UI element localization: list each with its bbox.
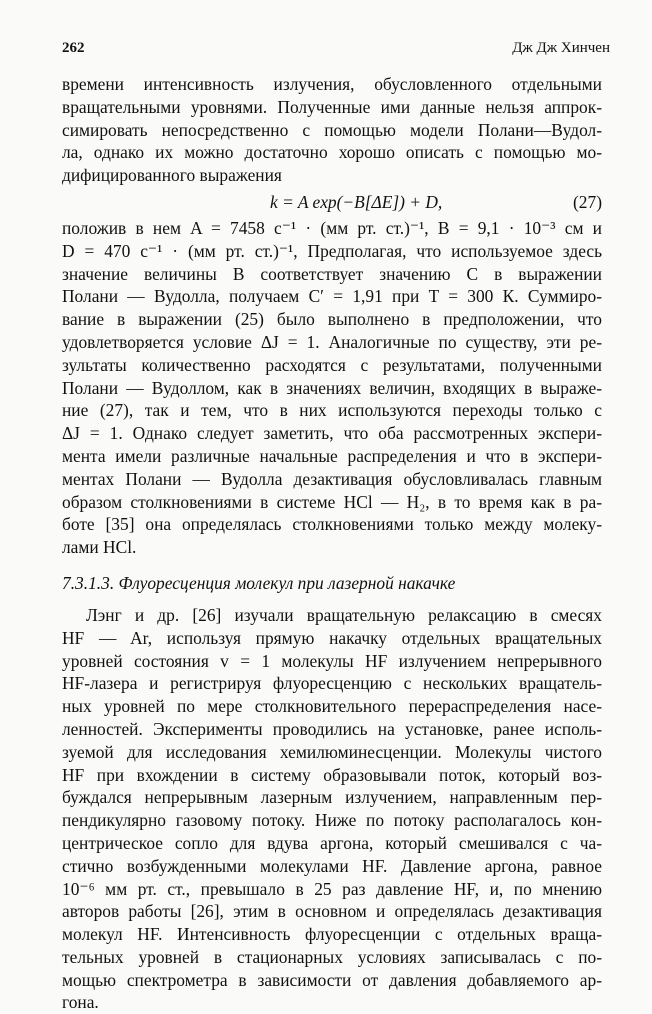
text-line: HF-лазера и регистрируя флуоресценцию с нескольких вращатель- — [62, 673, 602, 694]
equation-formula: k = A exp(−B[ΔE]) + D, — [270, 191, 443, 212]
text-line: 10⁻⁶ мм рт. ст., превышало в 25 раз давление HF, и, по мнению — [62, 878, 602, 899]
text-line: ние (27), так и тем, что в них используются переходы только с — [62, 400, 602, 421]
text-line: молекул HF. Интенсивность флуоресценции с отдельных враща- — [62, 924, 602, 945]
text-line: Лэнг и др. [26] изучали вращательную релаксацию в смесях — [86, 604, 602, 625]
text-line: авторов работы [26], этим в основном и определялась дезактивация — [62, 901, 602, 922]
text-line: D = 470 с⁻¹ · (мм рт. ст.)⁻¹, Предполагая, что используемое здесь — [62, 240, 602, 261]
paragraph-3 — [62, 604, 602, 1014]
text-line: симировать непосредственно с помощью модели Полани—Вудол- — [62, 119, 602, 140]
section-title: 7.3.1.3. Флуоресценция молекул при лазерной накачке — [62, 572, 456, 593]
text-line: удовлетворяется условие ΔJ = 1. Аналогичные по существу, эти ре- — [62, 331, 602, 352]
paragraph-1 — [62, 73, 602, 187]
text-line: пендикулярно газовому потоку. Ниже по потоку располагалось кон- — [62, 810, 602, 831]
text-line: образом столкновениями в системе HCl — H₂, в то время как в ра- — [62, 491, 602, 512]
running-head: Дж Дж Хинчен — [512, 40, 610, 56]
text-line: гона. — [62, 992, 99, 1013]
text-line: времени интенсивность излучения, обусловленного отдельными — [62, 74, 602, 94]
text-line: вание в выражении (25) было выполнено в предположении, что — [62, 309, 602, 330]
paragraph-2 — [62, 217, 602, 559]
text-line: центрическое сопло для вдува аргона, который смешивался с ча- — [62, 832, 602, 853]
text-line: буждался непрерывным лазерным излучением, направленным пер- — [62, 787, 602, 808]
text-line: ленностей. Эксперименты проводились на установке, ранее исполь- — [62, 718, 602, 739]
text-line: дифицированного выражения — [62, 165, 282, 186]
text-line: значение величины B соответствует значению C в выражении — [62, 263, 602, 284]
text-line: ных уровней по мере столкновительного перераспределения насе- — [62, 696, 602, 717]
equation-number: (27) — [573, 191, 602, 212]
page-body — [62, 73, 602, 1014]
text-line: положив в нем A = 7458 с⁻¹ · (мм рт. ст.)⁻¹, B = 9,1 · 10⁻³ см и — [62, 217, 602, 238]
page-number: 262 — [62, 40, 85, 56]
text-line: ΔJ = 1. Однако следует заметить, что оба рассмотренных экспери- — [62, 423, 602, 444]
equation-27 — [62, 187, 602, 217]
text-line: тельных уровней в стационарных условиях записывалась с по- — [62, 946, 602, 967]
text-line: лами HCl. — [62, 537, 137, 558]
text-line: Полани — Вудоллом, как в значениях величин, входящих в выраже- — [62, 377, 602, 398]
text-line: мощью спектрометра в зависимости от давления добавляемого ар- — [62, 969, 602, 990]
text-line: ментах Полани — Вудолла дезактивация обусловливалась главным — [62, 468, 602, 489]
text-line: ла, однако их можно достаточно хорошо описать с помощью мо- — [62, 142, 602, 163]
text-line: вращательными уровнями. Полученные ими данные нельзя аппрок- — [62, 96, 602, 117]
text-line: зультаты количественно расходятся с результатами, полученными — [62, 354, 602, 375]
text-line: Полани — Вудолла, получаем C′ = 1,91 при T = 300 К. Суммиро- — [62, 286, 602, 307]
text-line: HF — Ar, используя прямую накачку отдельных вращательных — [62, 627, 602, 648]
text-line: уровней состояния v = 1 молекулы HF излучением непрерывного — [62, 650, 602, 671]
text-line: HF при вхождении в систему образовывали поток, который воз- — [62, 764, 602, 785]
text-line: мента имели различные начальные распределения и что в экспери- — [62, 445, 602, 466]
text-line: стично возбужденными молекулами HF. Давление аргона, равное — [62, 855, 602, 876]
text-line: боте [35] она определялась столкновениями только между молеку- — [62, 514, 602, 535]
text-line: зуемой для исследования хемилюминесценции. Молекулы чистого — [62, 741, 602, 762]
page-header — [62, 40, 610, 60]
